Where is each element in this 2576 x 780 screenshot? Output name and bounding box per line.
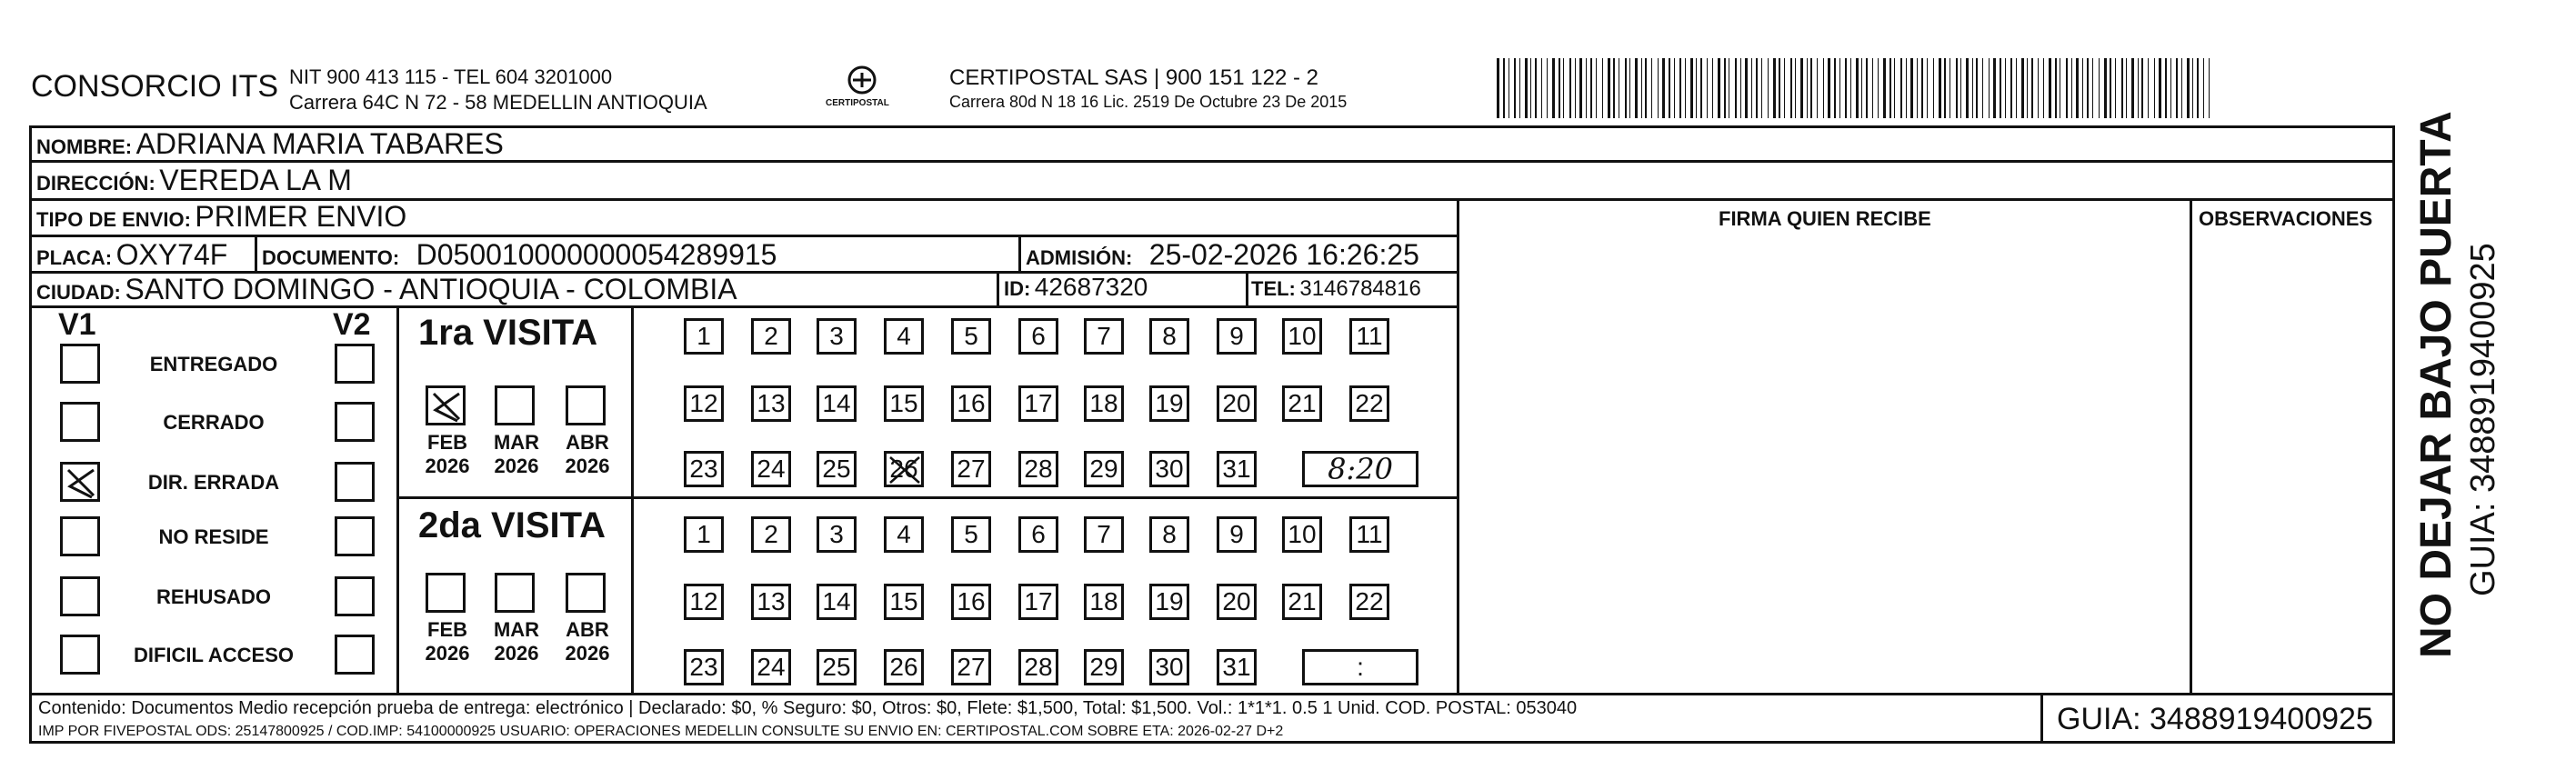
footer-guia: GUIA: 3488919400925 [2057, 702, 2373, 736]
day-cell[interactable]: 24 [751, 649, 791, 685]
day-cell[interactable]: 13 [751, 584, 791, 620]
direccion-row [36, 164, 352, 197]
nombre-value: ADRIANA MARIA TABARES [135, 127, 504, 160]
status-option-label: NO RESIDE [158, 525, 269, 548]
field-divider [255, 235, 257, 271]
day-cell[interactable]: 14 [817, 584, 857, 620]
placa-value: OXY74F [115, 238, 228, 271]
year-label: 2026 [565, 642, 610, 665]
nombre-row [36, 127, 504, 161]
check-mark-icon [430, 390, 463, 423]
tipo-row [36, 200, 406, 234]
day-cell[interactable]: 19 [1149, 385, 1189, 422]
field-divider [1018, 235, 1021, 271]
day-cell[interactable]: 23 [684, 451, 724, 487]
day-cell[interactable]: 12 [684, 584, 724, 620]
side-warning: NO DEJAR BAJO PUERTA [2412, 111, 2461, 658]
time-box[interactable]: 8:20 [1302, 451, 1418, 487]
barcode-icon [1497, 58, 2213, 118]
v1-checkbox[interactable] [60, 516, 100, 556]
day-cell[interactable]: 16 [951, 385, 991, 422]
logo-text: CERTIPOSTAL [826, 98, 889, 108]
side-text [2401, 111, 2537, 669]
status-option-label: DIFICIL ACCESO [133, 644, 294, 666]
tel-label: TEL: [1251, 277, 1296, 300]
day-cell[interactable]: 13 [751, 385, 791, 422]
day-cell[interactable]: 16 [951, 584, 991, 620]
month-checkbox[interactable] [566, 385, 606, 425]
tel-row [1251, 276, 1421, 302]
status-option-label: ENTREGADO [149, 353, 278, 375]
status-divider [396, 305, 399, 695]
direccion-label: DIRECCIÓN: [36, 172, 155, 195]
barcode [1497, 58, 2213, 118]
day-cell[interactable]: 9 [1217, 318, 1257, 355]
day-cell[interactable]: 4 [884, 318, 924, 355]
day-cell[interactable]: 31 [1217, 451, 1257, 487]
day-cell[interactable]: 10 [1282, 318, 1322, 355]
year-label: 2026 [494, 455, 539, 477]
firma-label: FIRMA QUIEN RECIBE [1719, 207, 1931, 230]
visit-row-divider [396, 496, 1458, 499]
company-name: CONSORCIO ITS [31, 69, 279, 104]
year-label: 2026 [494, 642, 539, 665]
v1-label: V1 [58, 307, 96, 342]
day-cell[interactable]: 25 [817, 649, 857, 685]
side-guia: GUIA: 3488919400925 [2464, 243, 2502, 596]
day-cell[interactable]: 22 [1349, 385, 1389, 422]
ciudad-value: SANTO DOMINGO - ANTIOQUIA - COLOMBIA [125, 273, 737, 305]
v1-checkbox[interactable] [60, 462, 100, 502]
day-cell[interactable]: 30 [1149, 649, 1189, 685]
admision-row [1026, 238, 1419, 272]
day-cell[interactable]: 30 [1149, 451, 1189, 487]
day-cell[interactable]: 23 [684, 649, 724, 685]
field-divider [1246, 271, 1248, 307]
tipo-label: TIPO DE ENVIO: [36, 208, 191, 231]
year-label: 2026 [425, 642, 470, 665]
year-label: 2026 [425, 455, 470, 477]
ciudad-row [36, 273, 737, 306]
day-cell[interactable]: 20 [1217, 584, 1257, 620]
observaciones-label: OBSERVACIONES [2199, 207, 2373, 230]
day-cell[interactable]: 21 [1282, 385, 1322, 422]
ciudad-label: CIUDAD: [36, 281, 121, 304]
row-divider [29, 235, 1458, 237]
admision-label: ADMISIÓN: [1026, 246, 1133, 269]
id-label: ID: [1004, 277, 1031, 300]
placa-row [36, 238, 227, 272]
v2-checkbox[interactable] [335, 576, 375, 616]
id-row [1004, 273, 1148, 302]
day-cell[interactable]: 6 [1018, 318, 1058, 355]
placa-label: PLACA: [36, 246, 113, 269]
first-visit-title: 1ra VISITA [418, 313, 598, 353]
status-option-label: DIR. ERRADA [147, 471, 280, 494]
month-checkbox[interactable] [426, 573, 466, 613]
second-visit-title: 2da VISITA [418, 505, 606, 545]
day-cell[interactable]: 3 [817, 516, 857, 553]
company-address: Carrera 64C N 72 - 58 MEDELLIN ANTIOQUIA [289, 91, 707, 114]
tel-value: 3146784816 [1299, 276, 1421, 301]
tipo-value: PRIMER ENVIO [195, 200, 407, 233]
day-cell[interactable]: 7 [1084, 516, 1124, 553]
documento-label: DOCUMENTO: [262, 246, 400, 269]
v2-checkbox[interactable] [335, 462, 375, 502]
day-cell[interactable]: 5 [951, 516, 991, 553]
v2-checkbox[interactable] [335, 516, 375, 556]
v1-checkbox[interactable] [60, 576, 100, 616]
month-label: FEB [427, 618, 467, 641]
month-checkbox[interactable] [426, 385, 466, 425]
day-cell[interactable]: 3 [817, 318, 857, 355]
day-cell[interactable]: 8 [1149, 516, 1189, 553]
v2-checkbox[interactable] [335, 344, 375, 384]
day-cell[interactable]: 9 [1217, 516, 1257, 553]
v2-checkbox[interactable] [335, 402, 375, 442]
day-cell[interactable]: 17 [1018, 385, 1058, 422]
day-cell[interactable]: 17 [1018, 584, 1058, 620]
v1-checkbox[interactable] [60, 402, 100, 442]
day-cell[interactable]: 26 [884, 451, 924, 487]
signature-divider [1457, 198, 1459, 695]
certipostal-address: Carrera 80d N 18 16 Lic. 2519 De Octubre 23 De 2015 [949, 93, 1348, 111]
month-label: ABR [566, 618, 609, 641]
id-value: 42687320 [1034, 273, 1148, 301]
day-cell[interactable]: 27 [951, 649, 991, 685]
field-divider [997, 271, 999, 307]
month-checkbox[interactable] [566, 573, 606, 613]
day-cell[interactable]: 4 [884, 516, 924, 553]
day-cell[interactable]: 2 [751, 516, 791, 553]
month-label: ABR [566, 431, 609, 454]
day-cell[interactable]: 20 [1217, 385, 1257, 422]
v2-label: V2 [333, 307, 371, 342]
day-cell[interactable]: 10 [1282, 516, 1322, 553]
day-cell[interactable]: 26 [884, 649, 924, 685]
day-cell[interactable]: 12 [684, 385, 724, 422]
day-cell[interactable]: 28 [1018, 649, 1058, 685]
company-nit: NIT 900 413 115 - TEL 604 3201000 [289, 65, 613, 88]
footer-divider-v [2040, 693, 2043, 744]
day-cell[interactable]: 15 [884, 385, 924, 422]
year-label: 2026 [565, 455, 610, 477]
observaciones-divider [2190, 198, 2192, 695]
day-cell[interactable]: 5 [951, 318, 991, 355]
day-cell[interactable]: 2 [751, 318, 791, 355]
footer-contenido: Contenido: Documentos Medio recepción prueba de entrega: electrónico | Declarado: $0, % Seguro: $0, Otros: $0, Flete: $1,500, Total: $1,500. Vol.: 1*1*1. 0.5 1 Unid. COD. POSTAL: 053040 [38, 698, 1578, 718]
day-cell[interactable]: 29 [1084, 451, 1124, 487]
nombre-label: NOMBRE: [36, 135, 133, 158]
day-cell[interactable]: 31 [1217, 649, 1257, 685]
day-cell[interactable]: 27 [951, 451, 991, 487]
day-cell[interactable]: 21 [1282, 584, 1322, 620]
day-cell[interactable]: 11 [1349, 516, 1389, 553]
day-cross-icon [887, 454, 921, 485]
day-cell[interactable]: 7 [1084, 318, 1124, 355]
status-option-label: CERRADO [163, 411, 265, 434]
time-box[interactable]: : [1302, 649, 1418, 685]
day-cell[interactable]: 22 [1349, 584, 1389, 620]
day-cell[interactable]: 19 [1149, 584, 1189, 620]
day-cell[interactable]: 6 [1018, 516, 1058, 553]
day-cell[interactable]: 1 [684, 516, 724, 553]
month-label: MAR [493, 431, 540, 454]
day-cell[interactable]: 1 [684, 318, 724, 355]
day-cell[interactable]: 11 [1349, 318, 1389, 355]
day-cell[interactable]: 28 [1018, 451, 1058, 487]
day-cell[interactable]: 25 [817, 451, 857, 487]
day-cell[interactable]: 14 [817, 385, 857, 422]
month-label: FEB [427, 431, 467, 454]
day-cell[interactable]: 18 [1084, 385, 1124, 422]
day-cell[interactable]: 18 [1084, 584, 1124, 620]
month-checkbox[interactable] [495, 573, 535, 613]
month-label: MAR [493, 618, 540, 641]
day-cell[interactable]: 8 [1149, 318, 1189, 355]
day-cell[interactable]: 15 [884, 584, 924, 620]
status-option-label: REHUSADO [156, 585, 271, 608]
documento-row [262, 238, 777, 272]
footer-imp: IMP POR FIVEPOSTAL ODS: 25147800925 / COD.IMP: 54100000925 USUARIO: OPERACIONES MEDELLIN CONSULTE SU ENVIO EN: CERTIPOSTAL.COM SOBRE ETA: 2026-02-27 D+2 [38, 724, 1284, 739]
v1-checkbox[interactable] [60, 635, 100, 675]
visit-divider [631, 305, 634, 695]
day-cell[interactable]: 29 [1084, 649, 1124, 685]
direccion-value: VEREDA LA M [159, 164, 352, 196]
month-checkbox[interactable] [495, 385, 535, 425]
v1-checkbox[interactable] [60, 344, 100, 384]
admision-value: 25-02-2026 16:26:25 [1148, 238, 1419, 271]
v2-checkbox[interactable] [335, 635, 375, 675]
check-mark-icon [65, 466, 97, 499]
day-cell[interactable]: 24 [751, 451, 791, 487]
certipostal-title: CERTIPOSTAL SAS | 900 151 122 - 2 [949, 65, 1318, 90]
documento-value: D050010000000054289915 [416, 238, 777, 271]
